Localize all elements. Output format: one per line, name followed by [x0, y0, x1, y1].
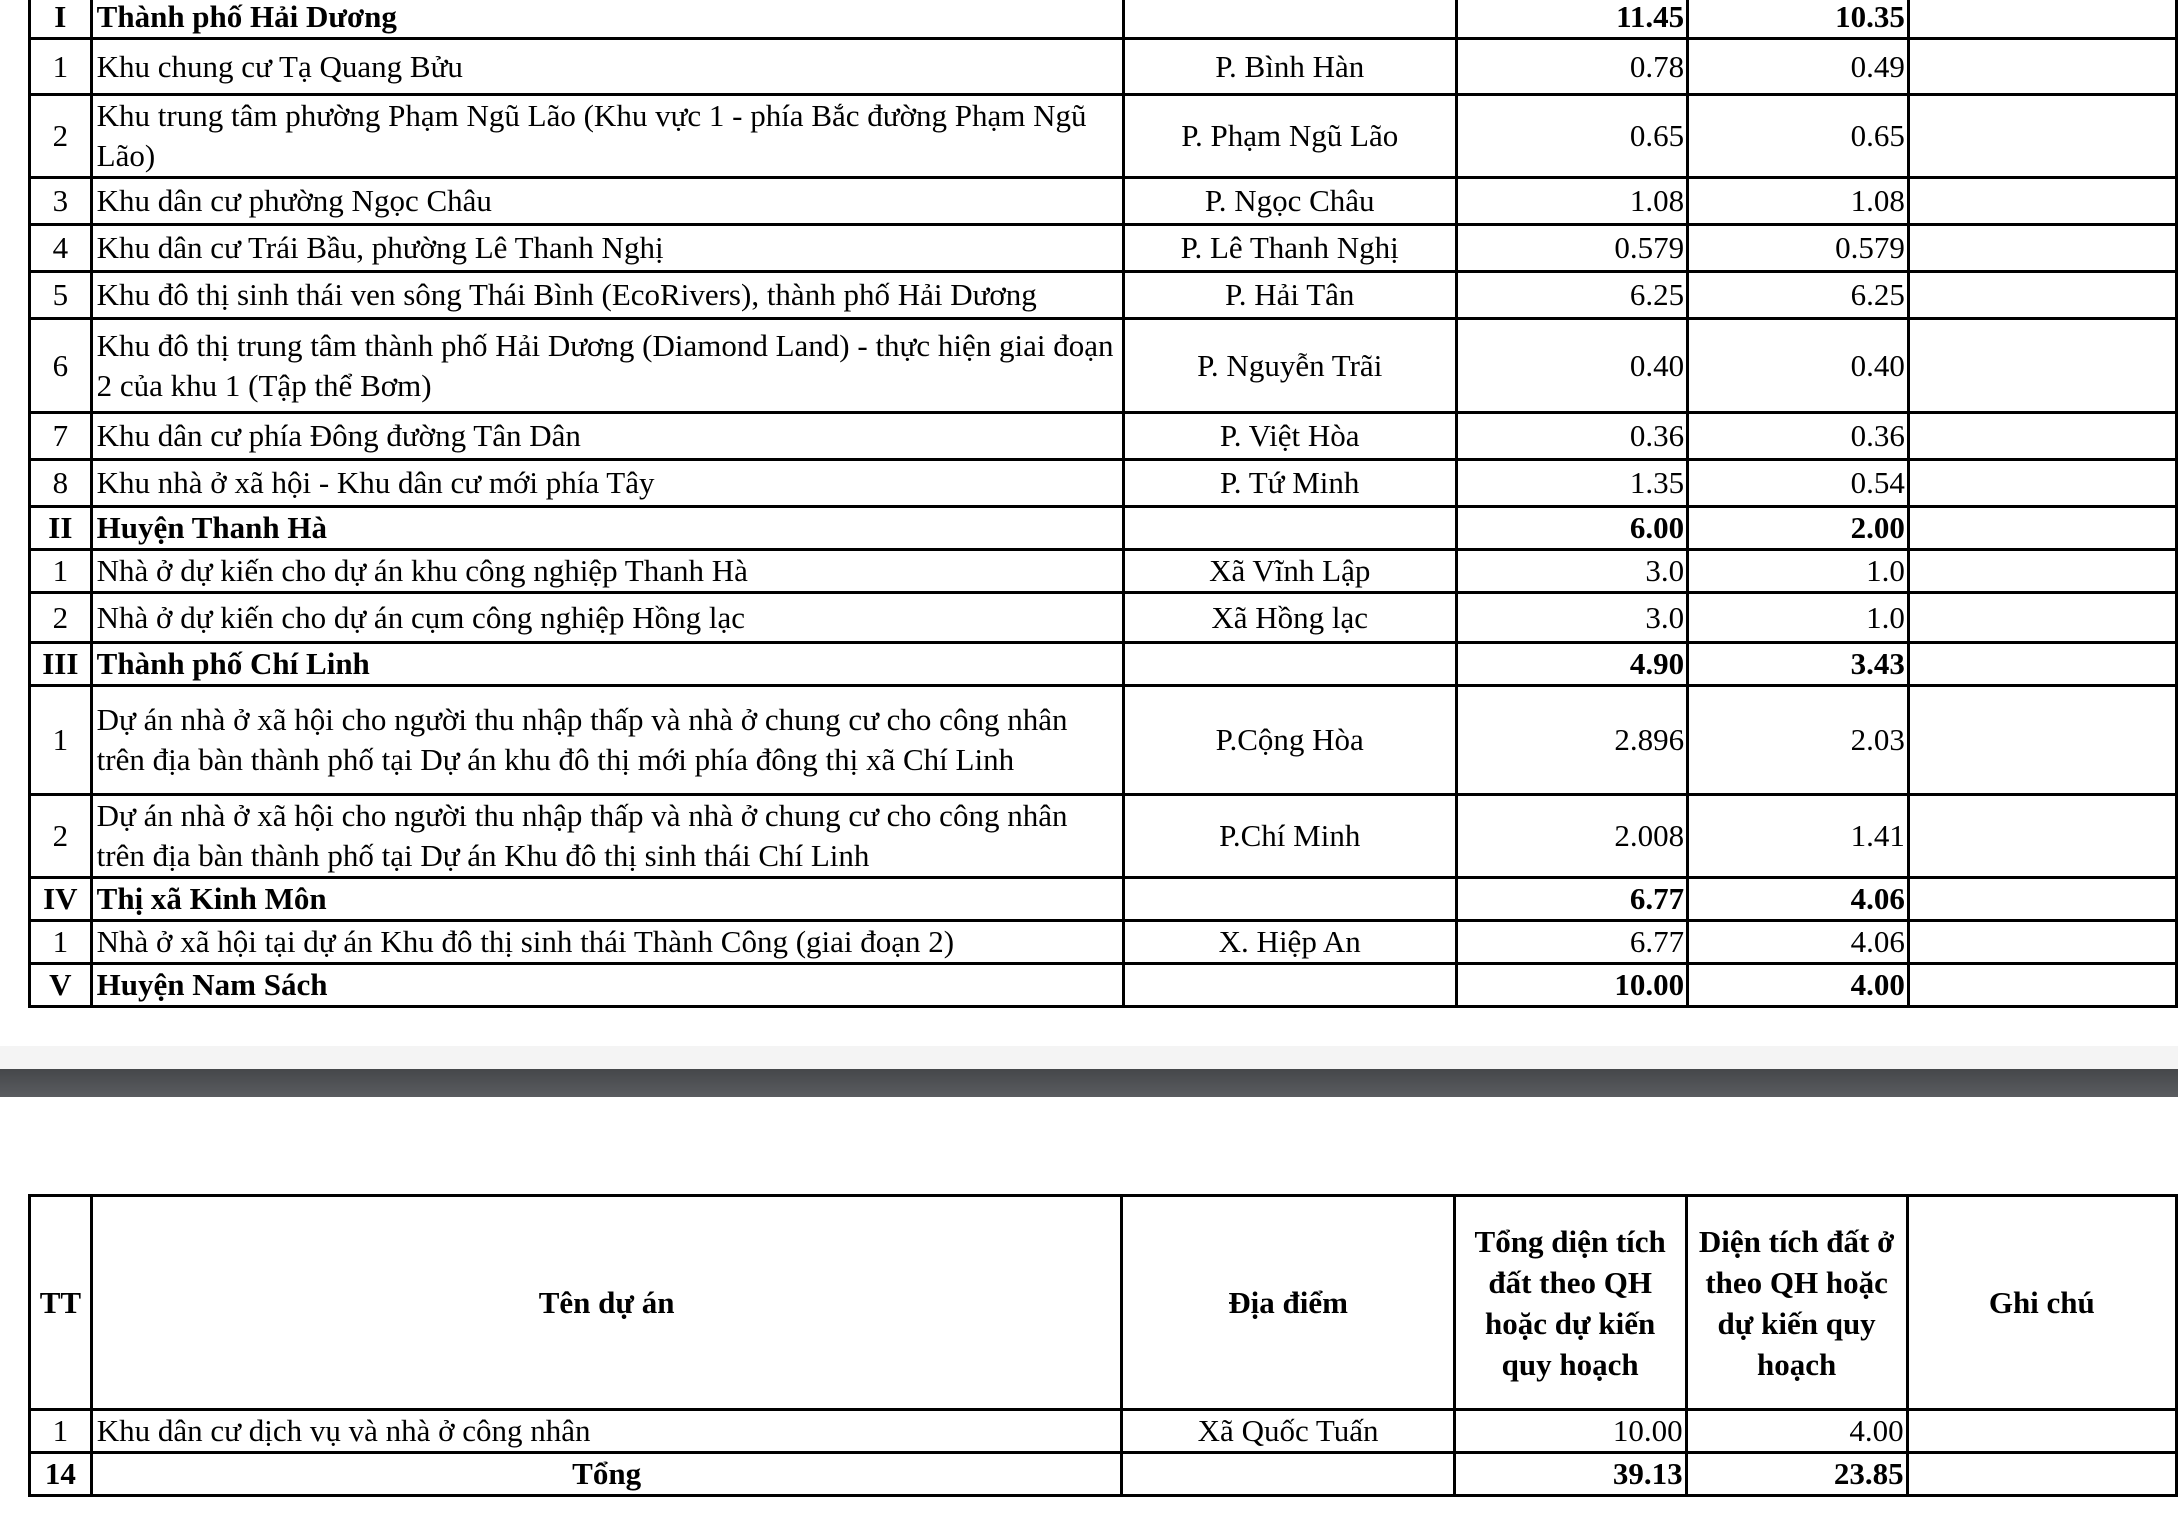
cell-residential-area: 4.06 [1688, 878, 1909, 921]
cell-total-area: 1.35 [1456, 460, 1687, 507]
page-gap [0, 1046, 2178, 1069]
cell-note [1908, 964, 2176, 1007]
cell-project-name: Thành phố Chí Linh [91, 643, 1123, 686]
cell-total-area: 3.0 [1456, 550, 1687, 593]
cell-location: P. Ngọc Châu [1123, 178, 1456, 225]
cell-note [1908, 460, 2176, 507]
header-note: Ghi chú [1907, 1196, 2176, 1410]
cell-total-area: 1.08 [1456, 178, 1687, 225]
cell-total-area: 4.90 [1456, 643, 1687, 686]
cell-note [1908, 178, 2176, 225]
table-row [30, 686, 2177, 795]
table-row [30, 178, 2177, 225]
cell-location: P. Nguyễn Trãi [1123, 319, 1456, 413]
cell-project-name: Khu chung cư Tạ Quang Bửu [91, 39, 1123, 95]
cell-location [1123, 964, 1456, 1007]
cell-note [1908, 593, 2176, 643]
group-row [30, 507, 2177, 550]
total-note [1907, 1453, 2176, 1496]
cell-note [1908, 39, 2176, 95]
group-row [30, 643, 2177, 686]
cell-project-name: Huyện Nam Sách [91, 964, 1123, 1007]
cell-note [1908, 878, 2176, 921]
cell-residential-area: 0.54 [1688, 460, 1909, 507]
header-tt: TT [30, 1196, 92, 1410]
cell-residential-area: 4.00 [1688, 964, 1909, 1007]
cell-note [1908, 225, 2176, 272]
cell-project-name: Nhà ở xã hội tại dự án Khu đô thị sinh thái Thành Công (giai đoạn 2) [91, 921, 1123, 964]
cell-location [1123, 0, 1456, 39]
table-row [30, 95, 2177, 178]
cell-residential-area: 10.35 [1688, 0, 1909, 39]
cell-tt: V [30, 964, 92, 1007]
cell-project-name: Khu đô thị trung tâm thành phố Hải Dương (Diamond Land) - thực hiện giai đoạn 2 của khu 1 (Tập thể Bơm) [91, 319, 1123, 413]
cell-location: X. Hiệp An [1123, 921, 1456, 964]
cell-tt: 2 [30, 593, 92, 643]
table-row [30, 460, 2177, 507]
group-row [30, 0, 2177, 39]
cell-residential-area: 3.43 [1688, 643, 1909, 686]
cell-tt: 7 [30, 413, 92, 460]
cell-residential-area: 1.41 [1688, 795, 1909, 878]
cell-tt: II [30, 507, 92, 550]
cell-note [1908, 0, 2176, 39]
cell-tt: 4 [30, 225, 92, 272]
cell-residential-area: 0.40 [1688, 319, 1909, 413]
cell-total-area: 10.00 [1456, 964, 1687, 1007]
cell-total-area: 6.25 [1456, 272, 1687, 319]
cell-tt: 1 [30, 1410, 92, 1453]
total-count: 14 [30, 1453, 92, 1496]
cell-note [1908, 413, 2176, 460]
table-row [30, 593, 2177, 643]
cell-total-area: 3.0 [1456, 593, 1687, 643]
cell-location [1123, 643, 1456, 686]
cell-note [1907, 1410, 2176, 1453]
cell-project-name: Dự án nhà ở xã hội cho người thu nhập thấp và nhà ở chung cư cho công nhân trên địa bàn thành phố tại Dự án Khu đô thị sinh thái Chí Linh [91, 795, 1123, 878]
cell-note [1908, 686, 2176, 795]
cell-tt: 3 [30, 178, 92, 225]
cell-location: P. Tứ Minh [1123, 460, 1456, 507]
total-row [30, 1453, 2177, 1496]
group-row [30, 878, 2177, 921]
cell-residential-area: 6.25 [1688, 272, 1909, 319]
cell-project-name: Khu dân cư dịch vụ và nhà ở công nhân [91, 1410, 1122, 1453]
cell-residential-area: 1.08 [1688, 178, 1909, 225]
cell-tt: 2 [30, 95, 92, 178]
cell-tt: 6 [30, 319, 92, 413]
cell-tt: III [30, 643, 92, 686]
cell-location: P. Bình Hàn [1123, 39, 1456, 95]
header-row [30, 1196, 2177, 1410]
table-row [30, 795, 2177, 878]
cell-residential-area: 4.06 [1688, 921, 1909, 964]
cell-project-name: Nhà ở dự kiến cho dự án cụm công nghiệp Hồng lạc [91, 593, 1123, 643]
cell-total-area: 2.896 [1456, 686, 1687, 795]
cell-residential-area: 0.579 [1688, 225, 1909, 272]
table-row [30, 272, 2177, 319]
cell-residential-area: 0.36 [1688, 413, 1909, 460]
cell-note [1908, 95, 2176, 178]
cell-location: Xã Hồng lạc [1123, 593, 1456, 643]
total-residential-sum: 23.85 [1686, 1453, 1907, 1496]
cell-note [1908, 272, 2176, 319]
cell-residential-area: 2.03 [1688, 686, 1909, 795]
cell-project-name: Khu trung tâm phường Phạm Ngũ Lão (Khu vực 1 - phía Bắc đường Phạm Ngũ Lão) [91, 95, 1123, 178]
cell-project-name: Khu dân cư Trái Bầu, phường Lê Thanh Nghị [91, 225, 1123, 272]
cell-total-area: 0.579 [1456, 225, 1687, 272]
header-total-area: Tổng diện tích đất theo QH hoặc dự kiến quy hoạch [1454, 1196, 1686, 1410]
cell-tt: IV [30, 878, 92, 921]
total-location [1122, 1453, 1454, 1496]
total-label: Tổng [91, 1453, 1122, 1496]
table-row [30, 921, 2177, 964]
cell-note [1908, 319, 2176, 413]
header-location: Địa điểm [1122, 1196, 1454, 1410]
cell-location: P.Cộng Hòa [1123, 686, 1456, 795]
page-separator [0, 1069, 2178, 1097]
cell-total-area: 10.00 [1454, 1410, 1686, 1453]
header-residential-area: Diện tích đất ở theo QH hoặc dự kiến quy hoạch [1686, 1196, 1907, 1410]
cell-tt: 2 [30, 795, 92, 878]
cell-location [1123, 507, 1456, 550]
cell-tt: 8 [30, 460, 92, 507]
cell-residential-area: 1.0 [1688, 593, 1909, 643]
cell-location: P. Hải Tân [1123, 272, 1456, 319]
cell-tt: 1 [30, 921, 92, 964]
cell-total-area: 2.008 [1456, 795, 1687, 878]
cell-project-name: Dự án nhà ở xã hội cho người thu nhập thấp và nhà ở chung cư cho công nhân trên địa bàn thành phố tại Dự án khu đô thị mới phía đông thị xã Chí Linh [91, 686, 1123, 795]
cell-project-name: Khu đô thị sinh thái ven sông Thái Bình (EcoRivers), thành phố Hải Dương [91, 272, 1123, 319]
cell-project-name: Nhà ở dự kiến cho dự án khu công nghiệp Thanh Hà [91, 550, 1123, 593]
cell-project-name: Khu dân cư phường Ngọc Châu [91, 178, 1123, 225]
cell-location: P.Chí Minh [1123, 795, 1456, 878]
cell-tt: I [30, 0, 92, 39]
cell-project-name: Thị xã Kinh Môn [91, 878, 1123, 921]
table-row [30, 319, 2177, 413]
cell-residential-area: 0.65 [1688, 95, 1909, 178]
cell-total-area: 0.78 [1456, 39, 1687, 95]
cell-note [1908, 921, 2176, 964]
cell-location: Xã Quốc Tuấn [1122, 1410, 1454, 1453]
table-row [30, 39, 2177, 95]
group-row [30, 964, 2177, 1007]
cell-tt: 1 [30, 39, 92, 95]
cell-total-area: 6.77 [1456, 921, 1687, 964]
cell-residential-area: 4.00 [1686, 1410, 1907, 1453]
cell-total-area: 11.45 [1456, 0, 1687, 39]
cell-note [1908, 507, 2176, 550]
table-row [30, 550, 2177, 593]
cell-total-area: 6.00 [1456, 507, 1687, 550]
table-row [30, 413, 2177, 460]
cell-project-name: Khu nhà ở xã hội - Khu dân cư mới phía Tây [91, 460, 1123, 507]
cell-location: P. Phạm Ngũ Lão [1123, 95, 1456, 178]
housing-projects-table [28, 0, 2178, 1008]
cell-residential-area: 1.0 [1688, 550, 1909, 593]
cell-project-name: Thành phố Hải Dương [91, 0, 1123, 39]
table-row [30, 225, 2177, 272]
housing-projects-table-continued [28, 1194, 2178, 1497]
cell-total-area: 0.36 [1456, 413, 1687, 460]
table-row [30, 1410, 2177, 1453]
cell-location [1123, 878, 1456, 921]
cell-location: Xã Vĩnh Lập [1123, 550, 1456, 593]
cell-project-name: Khu dân cư phía Đông đường Tân Dân [91, 413, 1123, 460]
header-project-name: Tên dự án [91, 1196, 1122, 1410]
cell-residential-area: 2.00 [1688, 507, 1909, 550]
cell-note [1908, 643, 2176, 686]
total-area-sum: 39.13 [1454, 1453, 1686, 1496]
cell-tt: 5 [30, 272, 92, 319]
cell-total-area: 0.65 [1456, 95, 1687, 178]
cell-note [1908, 795, 2176, 878]
housing-projects-table-continued-body [30, 1410, 2177, 1496]
cell-location: P. Việt Hòa [1123, 413, 1456, 460]
cell-residential-area: 0.49 [1688, 39, 1909, 95]
cell-project-name: Huyện Thanh Hà [91, 507, 1123, 550]
cell-note [1908, 550, 2176, 593]
cell-total-area: 6.77 [1456, 878, 1687, 921]
cell-total-area: 0.40 [1456, 319, 1687, 413]
cell-tt: 1 [30, 550, 92, 593]
cell-location: P. Lê Thanh Nghị [1123, 225, 1456, 272]
cell-tt: 1 [30, 686, 92, 795]
housing-projects-table-body [30, 0, 2177, 1007]
